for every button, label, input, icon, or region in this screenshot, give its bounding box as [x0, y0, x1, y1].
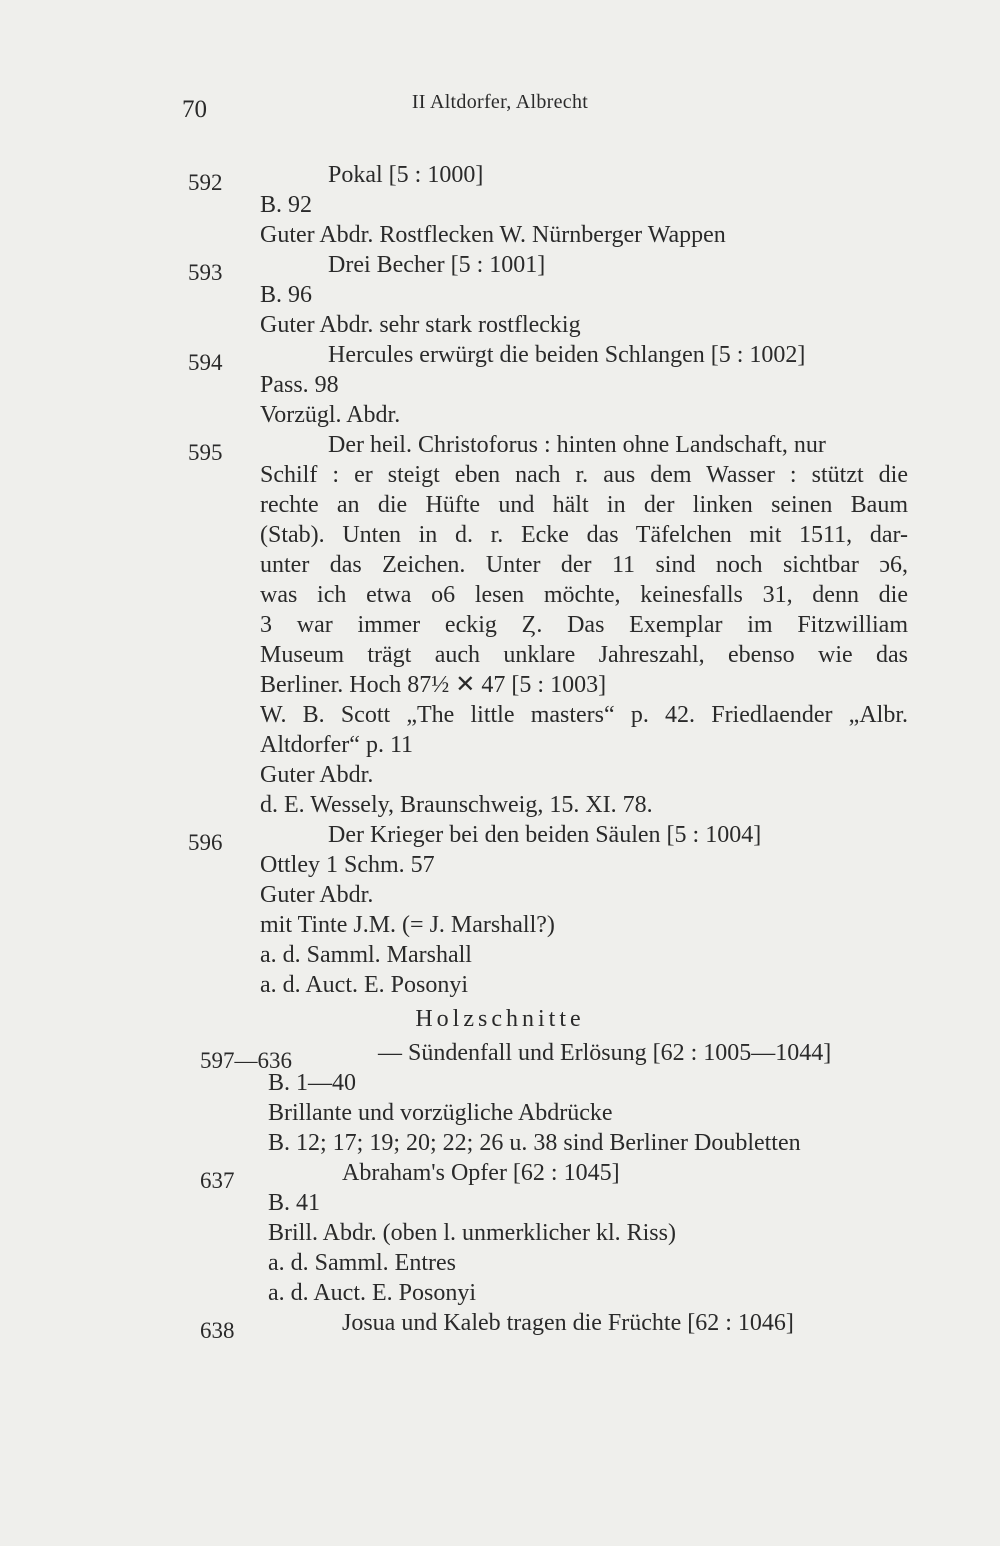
- entry-number: 594: [188, 350, 223, 375]
- entry-line: B. 92: [260, 192, 313, 218]
- entry-595-heading: [0, 430, 1000, 465]
- entry-title: Abraham's Opfer [62 : 1045]: [342, 1160, 620, 1186]
- entry-number: 596: [188, 830, 223, 855]
- entry-line: Guter Abdr.: [260, 762, 374, 788]
- entry-line: Pass. 98: [260, 372, 339, 398]
- entry-title: Drei Becher [5 : 1001]: [328, 252, 546, 278]
- entry-line: mit Tinte J.M. (= J. Marshall?): [260, 912, 555, 938]
- entry-number: 597—636: [200, 1048, 292, 1073]
- entry-line: B. 1—40: [268, 1070, 357, 1096]
- entry-title: Der Krieger bei den beiden Säulen [5 : 1004]: [328, 822, 762, 848]
- entry-line: Guter Abdr. sehr stark rostfleckig: [260, 312, 581, 338]
- entry-line: Vorzügl. Abdr.: [260, 402, 401, 428]
- entry-line: B. 12; 17; 19; 20; 22; 26 u. 38 sind Berliner Doubletten: [268, 1130, 801, 1156]
- entry-description-line: W. B. Scott „The little masters“ p. 42. Friedlaender „Albr.: [260, 702, 908, 728]
- entry-title: Hercules erwürgt die beiden Schlangen [5 : 1002]: [328, 342, 806, 368]
- entry-title: Josua und Kaleb tragen die Früchte [62 : 1046]: [342, 1310, 794, 1336]
- section-heading: Holzschnitte: [415, 1006, 585, 1032]
- entry-description-line: (Stab). Unten in d. r. Ecke das Täfelchen mit 1511, dar-: [260, 522, 908, 548]
- entry-number: 595: [188, 440, 223, 465]
- entry-title: Pokal [5 : 1000]: [328, 162, 484, 188]
- page-number: 70: [182, 96, 207, 123]
- entry-line: Guter Abdr.: [260, 882, 374, 908]
- entry-description-line: Berliner. Hoch 87½ ✕ 47 [5 : 1003]: [260, 672, 607, 698]
- entry-637-heading: [0, 1158, 1000, 1193]
- entry-description-line: was ich etwa o6 lesen möchte, keinesfalls 31, denn die: [260, 582, 908, 608]
- entry-593-heading: [0, 250, 1000, 285]
- entry-title: Der heil. Christoforus : hinten ohne Landschaft, nur: [328, 432, 826, 458]
- entry-line: d. E. Wessely, Braunschweig, 15. XI. 78.: [260, 792, 653, 818]
- entry-line: Ottley 1 Schm. 57: [260, 852, 435, 878]
- entry-title: — Sündenfall und Erlösung [62 : 1005—1044]: [378, 1040, 832, 1066]
- entry-line: a. d. Auct. E. Posonyi: [260, 972, 468, 998]
- entry-number: 592: [188, 170, 223, 195]
- entry-line: a. d. Auct. E. Posonyi: [268, 1280, 476, 1306]
- entry-description-line: Museum trägt auch unklare Jahreszahl, ebenso wie das: [260, 642, 908, 668]
- entry-description-line: 3 war immer eckig Ȥ. Das Exemplar im Fitzwilliam: [260, 612, 908, 638]
- entry-description-line: rechte an die Hüfte und hält in der linken seinen Baum: [260, 492, 908, 518]
- entry-597-636-heading: [0, 1038, 1000, 1073]
- entry-number: 593: [188, 260, 223, 285]
- entry-596-heading: [0, 820, 1000, 855]
- entry-592-heading: [0, 160, 1000, 195]
- entry-line: a. d. Samml. Entres: [268, 1250, 456, 1276]
- entry-number: 637: [200, 1168, 235, 1193]
- entry-line: Guter Abdr. Rostflecken W. Nürnberger Wappen: [260, 222, 726, 248]
- catalog-content: [0, 160, 1000, 1343]
- entry-594-heading: [0, 340, 1000, 375]
- entry-number: 638: [200, 1318, 235, 1343]
- entry-description-line: Schilf : er steigt eben nach r. aus dem Wasser : stützt die: [260, 462, 908, 488]
- entry-line: a. d. Samml. Marshall: [260, 942, 472, 968]
- entry-description-line: unter das Zeichen. Unter der 11 sind noch sichtbar ɔ6,: [260, 552, 908, 578]
- running-header: II Altdorfer, Albrecht: [411, 91, 589, 113]
- entry-line: B. 41: [268, 1190, 321, 1216]
- entry-line: B. 96: [260, 282, 313, 308]
- entry-line: Brillante und vorzügliche Abdrücke: [268, 1100, 613, 1126]
- entry-638-heading: [0, 1308, 1000, 1343]
- entry-line: Brill. Abdr. (oben l. unmerklicher kl. Riss): [268, 1220, 676, 1246]
- entry-line: Altdorfer“ p. 11: [260, 732, 414, 758]
